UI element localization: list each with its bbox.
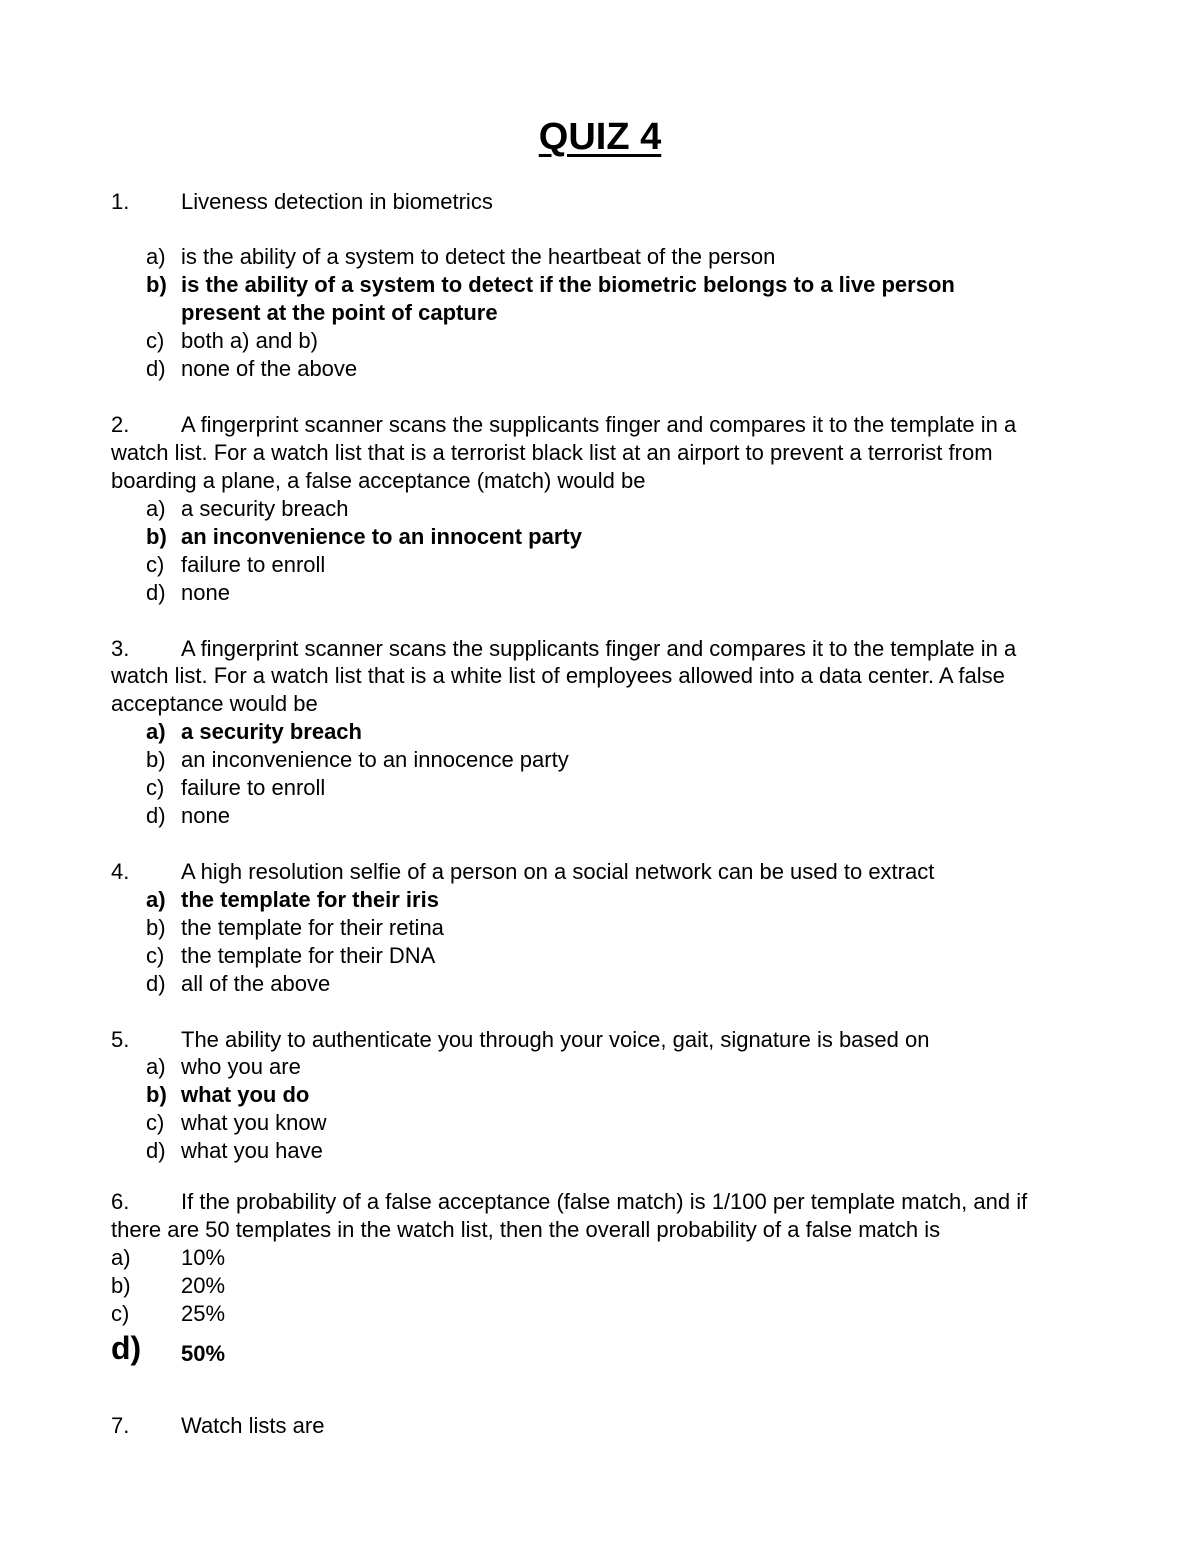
option-label: c) [146, 1110, 165, 1135]
option-label: b) [146, 915, 166, 940]
question-text: If the probability of a false acceptance (false match) is 1/100 per template match, and if [181, 1189, 1028, 1214]
option-label: a) [146, 719, 166, 744]
option-label: c) [146, 328, 165, 353]
option-label: a) [146, 887, 166, 912]
option-text: failure to enroll [181, 552, 326, 577]
option-text: none of the above [181, 356, 358, 381]
option-label: d) [111, 1330, 142, 1366]
option-label: a) [146, 244, 166, 269]
option-text: 25% [181, 1301, 226, 1326]
option-label: d) [146, 803, 166, 828]
question-number: 6. [111, 1189, 130, 1214]
option-label: a) [146, 1054, 166, 1079]
question-number: 4. [111, 859, 130, 884]
option-text: 50% [181, 1341, 226, 1366]
option-text: failure to enroll [181, 775, 326, 800]
option-text: is the ability of a system to detect if the biometric belongs to a live person [181, 272, 955, 297]
option-text: what you know [181, 1110, 327, 1135]
question-text: there are 50 templates in the watch list, then the overall probability of a false match is [111, 1217, 941, 1242]
option-text: the template for their retina [181, 915, 444, 940]
option-label: b) [146, 524, 167, 549]
option-label: d) [146, 1138, 166, 1163]
option-label: c) [146, 943, 165, 968]
option-label: d) [146, 356, 166, 381]
question-text: A high resolution selfie of a person on a social network can be used to extract [181, 859, 935, 884]
option-label: d) [146, 971, 166, 996]
option-text: all of the above [181, 971, 331, 996]
option-text: the template for their DNA [181, 943, 436, 968]
question-text: Liveness detection in biometrics [181, 189, 493, 214]
option-text: an inconvenience to an innocent party [181, 524, 582, 549]
question-text: A fingerprint scanner scans the supplicants finger and compares it to the template in a [181, 412, 1017, 437]
option-text: an inconvenience to an innocence party [181, 747, 569, 772]
option-text: a security breach [181, 719, 362, 744]
option-text: a security breach [181, 496, 349, 521]
option-label: b) [146, 1082, 167, 1107]
question-number: 2. [111, 412, 130, 437]
question-text: Watch lists are [181, 1413, 325, 1438]
question-text: acceptance would be [111, 691, 318, 716]
quiz-title: QUIZ 4 [538, 116, 662, 158]
question-text: watch list. For a watch list that is a terrorist black list at an airport to prevent a terrorist from [111, 440, 993, 465]
question-number: 3. [111, 636, 130, 661]
option-text: 10% [181, 1245, 226, 1270]
option-label: d) [146, 580, 166, 605]
option-text: present at the point of capture [181, 300, 498, 325]
option-text: none [181, 580, 230, 605]
option-label: a) [146, 496, 166, 521]
option-label: c) [111, 1301, 130, 1326]
option-label: c) [146, 552, 165, 577]
option-label: a) [111, 1245, 131, 1270]
question-number: 1. [111, 189, 130, 214]
question-number: 7. [111, 1413, 130, 1438]
question-number: 5. [111, 1027, 130, 1052]
question-text: watch list. For a watch list that is a white list of employees allowed into a data center. A false [111, 663, 1005, 688]
option-label: b) [146, 747, 166, 772]
question-text: A fingerprint scanner scans the supplicants finger and compares it to the template in a [181, 636, 1017, 661]
option-label: b) [146, 272, 167, 297]
question-text: boarding a plane, a false acceptance (match) would be [111, 468, 646, 493]
option-text: the template for their iris [181, 887, 439, 912]
option-text: what you do [181, 1082, 310, 1107]
option-text: what you have [181, 1138, 323, 1163]
option-label: b) [111, 1273, 131, 1298]
option-text: who you are [181, 1054, 301, 1079]
option-text: none [181, 803, 230, 828]
option-text: both a) and b) [181, 328, 318, 353]
option-label: c) [146, 775, 165, 800]
question-text: The ability to authenticate you through your voice, gait, signature is based on [181, 1027, 930, 1052]
option-text: is the ability of a system to detect the heartbeat of the person [181, 244, 776, 269]
option-text: 20% [181, 1273, 226, 1298]
